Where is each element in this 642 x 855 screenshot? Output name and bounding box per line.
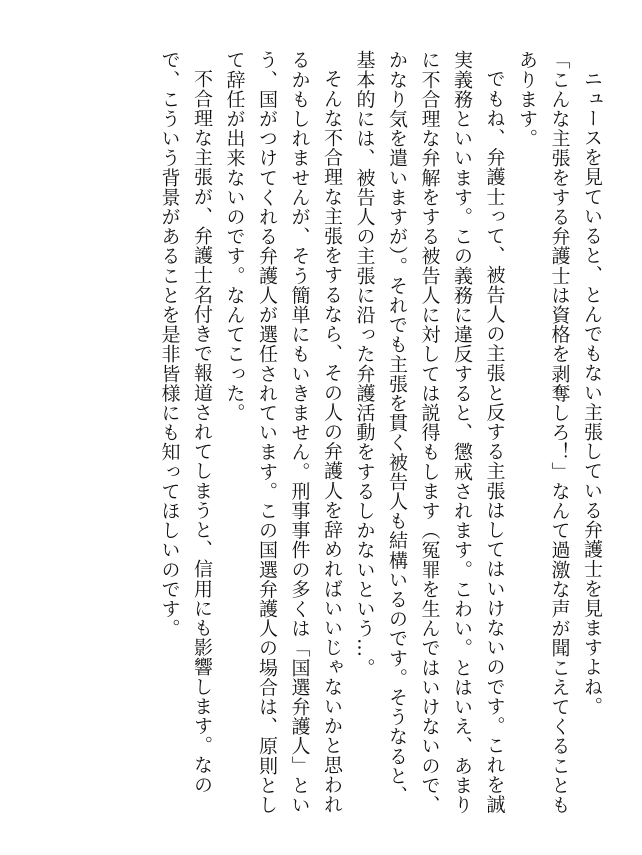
paragraph-duty: でもね、弁護士って、被告人の主張と反する主張はしてはいけないのです。これを誠実義務といいます。この義務に違反すると、懲戒されます。こわい。とはいえ、あまりに不合理な弁解をする被告人に対しては説得もします（冤罪を生んではいけないので、かなり気を遣いますが）。それでも主張を貫く被告人も結構いるのです。そうなると、基本的には、被告人の主張に沿った弁護活動をするしかないという…。: [353, 50, 506, 815]
paragraph-quote: 「こんな主張をする弁護士は資格を剥奪しろ！」なんて過激な声が聞こえてくることもあります。: [516, 50, 571, 815]
paragraph-conclusion: 不合理な主張が、弁護士名付きで報道されてしまうと、信用にも影響します。なので、こういう背景があることを是非皆様にも知ってほしいのです。: [158, 50, 213, 795]
paragraph-news: ニュースを見ていると、とんでもない主張している弁護士を見ますよね。: [581, 69, 603, 716]
vertical-text-body: [153, 50, 608, 820]
paragraph-court-appointed: そんな不合理な主張をするなら、その人の弁護人を辞めればいいじゃないかと思われるかもしれませんが、そう簡単にもいきません。刑事事件の多くは「国選弁護人」という、国がつけてくれる弁護人が選任されています。この国選弁護人の場合は、原則として辞任が出来ないのです。なんてこった。: [223, 50, 343, 815]
